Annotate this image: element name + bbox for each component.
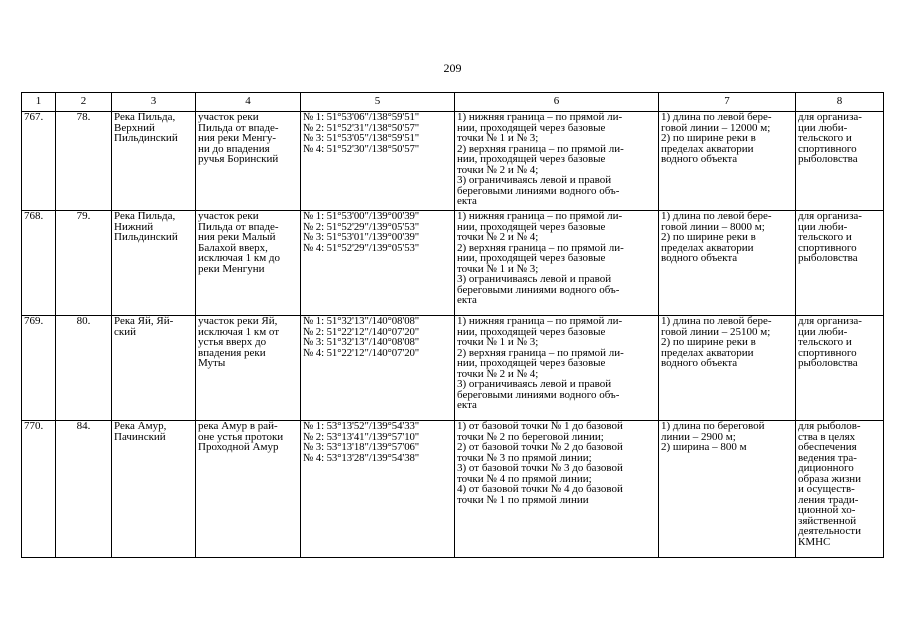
boundaries-cell — [455, 112, 659, 211]
purpose-cell — [796, 112, 884, 211]
cell-text-line: № 1: 51°32'13"/140°08'08" — [303, 315, 420, 327]
cell-text-line: образа жизни — [798, 472, 862, 485]
cell-text-line: ния реки Менгу- — [198, 132, 277, 144]
cell-text-line: ления тради- — [798, 493, 859, 506]
cell-text-line: Пильда от впаде- — [198, 121, 279, 134]
cell-text-line: Муты — [198, 357, 226, 369]
cell-text-line: исключая 1 км от — [198, 325, 280, 338]
cell-text-line: река Амур в рай- — [198, 420, 278, 432]
cell-text-line: для рыболов- — [798, 420, 861, 432]
cell-text-line: для организа- — [798, 315, 862, 327]
boundaries-cell — [455, 421, 659, 558]
cell-text-line: точки № 2 и № 4; — [457, 231, 539, 243]
coordinates-cell — [301, 421, 455, 558]
column-header: 3 — [112, 93, 196, 112]
cell-text-line: участок реки — [198, 111, 259, 123]
cell-text-line: точки № 2 по береговой линии; — [457, 430, 604, 443]
cell-text-line: екта — [457, 399, 477, 411]
cell-text-line: говой линии – 8000 м; — [661, 220, 765, 233]
cell-text-line: 4) от базовой точки № 4 до базовой — [457, 483, 623, 495]
coordinates-cell — [301, 316, 455, 421]
cell-text-line: 2) ширина – 800 м — [661, 441, 747, 453]
cell-text-line: Пильдинский — [114, 132, 178, 144]
cell-text-line: 1) нижняя граница – по прямой ли- — [457, 315, 623, 327]
column-header: 2 — [56, 93, 112, 112]
cell-text-line: № 4: 51°22'12"/140°07'20" — [303, 346, 420, 359]
area-description-cell — [196, 112, 301, 211]
area-name-cell — [112, 316, 196, 421]
area-description-cell — [196, 421, 301, 558]
dimensions-cell — [659, 211, 796, 316]
column-header: 4 — [196, 93, 301, 112]
cell-text-line: исключая 1 км до — [198, 252, 281, 264]
cell-text-line: № 3: 51°32'13"/140°08'08" — [303, 336, 420, 348]
cell-text-line: Река Амур, — [114, 420, 167, 432]
cell-text-line: 1) длина по береговой — [661, 420, 765, 432]
cell-text-line: точки № 1 по прямой линии — [457, 493, 589, 506]
dimensions-cell — [659, 421, 796, 558]
cell-text-line: № 4: 51°52'30"/138°50'57" — [303, 142, 420, 155]
cell-text-line: екта — [457, 195, 477, 207]
fishing-areas-table — [21, 92, 884, 558]
sub-number-cell: 80. — [56, 316, 112, 421]
cell-text-line: 2) по ширине реки в — [661, 231, 756, 243]
cell-text-line: Проходной Амур — [198, 441, 279, 453]
cell-text-line: ции люби- — [798, 220, 848, 233]
cell-text-line: тельского и — [798, 231, 852, 243]
cell-text-line: водного объекта — [661, 252, 738, 264]
cell-text-line: ства в целях — [798, 430, 856, 443]
cell-text-line: 3) ограничиваясь левой и правой — [457, 378, 612, 390]
cell-text-line: ский — [114, 325, 136, 338]
coordinates-cell — [301, 211, 455, 316]
cell-text-line: Пильда от впаде- — [198, 220, 279, 233]
cell-text-line: участок реки — [198, 210, 259, 222]
cell-text-line: нии, проходящей через базовые — [457, 325, 606, 338]
purpose-cell — [796, 316, 884, 421]
cell-text-line: тельского и — [798, 336, 852, 348]
column-header: 1 — [22, 93, 56, 112]
table-row — [22, 211, 884, 316]
cell-text-line: № 2: 51°22'12"/140°07'20" — [303, 325, 420, 338]
cell-text-line: береговыми линиями водного объ- — [457, 283, 620, 296]
cell-text-line: береговыми линиями водного объ- — [457, 388, 620, 401]
cell-text-line: деятельности — [798, 525, 861, 537]
cell-text-line: нии, проходящей через базовые — [457, 220, 606, 233]
cell-text-line: ционной хо- — [798, 504, 856, 516]
cell-text-line: рыболовства — [798, 153, 858, 165]
cell-text-line: береговыми линиями водного объ- — [457, 184, 620, 197]
cell-text-line: тельского и — [798, 132, 852, 144]
cell-text-line: ручья Боринский — [198, 153, 279, 165]
area-description-cell — [196, 211, 301, 316]
boundaries-cell — [455, 211, 659, 316]
table-row — [22, 112, 884, 211]
cell-text-line: Пачинский — [114, 430, 166, 443]
cell-text-line: для организа- — [798, 111, 862, 123]
cell-text-line: Река Яй, Яй- — [114, 315, 174, 327]
cell-text-line: 3) ограничиваясь левой и правой — [457, 273, 612, 285]
cell-text-line: № 4: 51°52'29"/139°05'53" — [303, 241, 420, 254]
cell-text-line: нии, проходящей через базовые — [457, 252, 606, 264]
cell-text-line: 1) нижняя граница – по прямой ли- — [457, 210, 623, 222]
cell-text-line: Балахой вверх, — [198, 241, 268, 254]
cell-text-line: точки № 1 и № 3; — [457, 262, 539, 275]
cell-text-line: диционного — [798, 462, 854, 474]
cell-text-line: нии, проходящей через базовые — [457, 357, 606, 369]
cell-text-line: впадения реки — [198, 346, 266, 359]
dimensions-cell — [659, 316, 796, 421]
cell-text-line: 2) верхняя граница – по прямой ли- — [457, 346, 624, 359]
cell-text-line: 1) длина по левой бере- — [661, 210, 772, 222]
cell-text-line: оне устья протоки — [198, 430, 284, 443]
cell-text-line: пределах акватории — [661, 142, 754, 155]
cell-text-line: пределах акватории — [661, 241, 754, 254]
cell-text-line: № 1: 51°53'06"/138°59'51" — [303, 111, 420, 123]
cell-text-line: спортивного — [798, 142, 857, 155]
cell-text-line: реки Менгуни — [198, 262, 265, 275]
cell-text-line: точки № 2 и № 4; — [457, 163, 539, 176]
cell-text-line: № 1: 53°13'52"/139°54'33" — [303, 420, 420, 432]
cell-text-line: 2) по ширине реки в — [661, 336, 756, 348]
cell-text-line: КМНС — [798, 535, 831, 548]
purpose-cell — [796, 421, 884, 558]
cell-text-line: № 3: 53°13'18"/139°57'06" — [303, 441, 420, 453]
table-row — [22, 316, 884, 421]
row-number-cell: 768. — [22, 211, 56, 316]
cell-text-line: Верхний — [114, 121, 155, 134]
cell-text-line: 2) от базовой точки № 2 до базовой — [457, 441, 623, 453]
page-number: 209 — [443, 61, 462, 75]
cell-text-line: 2) верхняя граница – по прямой ли- — [457, 241, 624, 254]
table-header-row — [22, 93, 884, 112]
cell-text-line: пределах акватории — [661, 346, 754, 359]
cell-text-line: ни до впадения — [198, 142, 270, 155]
cell-text-line: № 3: 51°53'05"/138°59'51" — [303, 132, 420, 144]
cell-text-line: и осуществ- — [798, 483, 855, 495]
cell-text-line: ния реки Малый — [198, 231, 276, 243]
cell-text-line: 1) длина по левой бере- — [661, 315, 772, 327]
cell-text-line: 1) длина по левой бере- — [661, 111, 772, 123]
area-name-cell — [112, 112, 196, 211]
cell-text-line: 1) от базовой точки № 1 до базовой — [457, 420, 623, 432]
cell-text-line: ции люби- — [798, 121, 848, 134]
area-name-cell — [112, 421, 196, 558]
cell-text-line: спортивного — [798, 346, 857, 359]
cell-text-line: водного объекта — [661, 357, 738, 369]
area-name-cell — [112, 211, 196, 316]
row-number-cell: 770. — [22, 421, 56, 558]
cell-text-line: № 4: 53°13'28"/139°54'38" — [303, 451, 420, 464]
cell-text-line: зяйственной — [798, 514, 857, 527]
cell-text-line: рыболовства — [798, 252, 858, 264]
cell-text-line: нии, проходящей через базовые — [457, 121, 606, 134]
column-header: 7 — [659, 93, 796, 112]
cell-text-line: линии – 2900 м; — [661, 430, 736, 443]
cell-text-line: № 2: 51°52'29"/139°05'53" — [303, 220, 420, 233]
cell-text-line: 2) по ширине реки в — [661, 132, 756, 144]
cell-text-line: водного объекта — [661, 153, 738, 165]
cell-text-line: ведения тра- — [798, 451, 857, 464]
coordinates-cell — [301, 112, 455, 211]
cell-text-line: № 2: 53°13'41"/139°57'10" — [303, 430, 420, 443]
cell-text-line: Река Пильда, — [114, 210, 176, 222]
cell-text-line: 2) верхняя граница – по прямой ли- — [457, 142, 624, 155]
column-header: 5 — [301, 93, 455, 112]
sub-number-cell: 79. — [56, 211, 112, 316]
column-header: 8 — [796, 93, 884, 112]
row-number-cell: 769. — [22, 316, 56, 421]
cell-text-line: обеспечения — [798, 441, 857, 453]
cell-text-line: Пильдинский — [114, 231, 178, 243]
cell-text-line: № 2: 51°52'31"/138°50'57" — [303, 121, 420, 134]
cell-text-line: 3) от базовой точки № 3 до базовой — [457, 462, 623, 474]
purpose-cell — [796, 211, 884, 316]
cell-text-line: говой линии – 25100 м; — [661, 325, 771, 338]
cell-text-line: точки № 2 и № 4; — [457, 367, 539, 380]
cell-text-line: нии, проходящей через базовые — [457, 153, 606, 165]
cell-text-line: точки № 1 и № 3; — [457, 336, 539, 348]
cell-text-line: спортивного — [798, 241, 857, 254]
cell-text-line: екта — [457, 294, 477, 306]
cell-text-line: рыболовства — [798, 357, 858, 369]
cell-text-line: устья вверх до — [198, 336, 267, 348]
column-header: 6 — [455, 93, 659, 112]
sub-number-cell: 84. — [56, 421, 112, 558]
cell-text-line: Нижний — [114, 220, 154, 233]
sub-number-cell: 78. — [56, 112, 112, 211]
cell-text-line: точки № 1 и № 3; — [457, 132, 539, 144]
cell-text-line: точки № 4 по прямой линии; — [457, 472, 592, 485]
area-description-cell — [196, 316, 301, 421]
row-number-cell: 767. — [22, 112, 56, 211]
dimensions-cell — [659, 112, 796, 211]
cell-text-line: участок реки Яй, — [198, 315, 278, 327]
cell-text-line: ции люби- — [798, 325, 848, 338]
cell-text-line: точки № 3 по прямой линии; — [457, 451, 592, 464]
cell-text-line: Река Пильда, — [114, 111, 176, 123]
cell-text-line: 3) ограничиваясь левой и правой — [457, 174, 612, 186]
table-row — [22, 421, 884, 558]
cell-text-line: 1) нижняя граница – по прямой ли- — [457, 111, 623, 123]
cell-text-line: № 1: 51°53'00"/139°00'39" — [303, 210, 420, 222]
cell-text-line: для организа- — [798, 210, 862, 222]
cell-text-line: говой линии – 12000 м; — [661, 121, 771, 134]
cell-text-line: № 3: 51°53'01"/139°00'39" — [303, 231, 420, 243]
boundaries-cell — [455, 316, 659, 421]
